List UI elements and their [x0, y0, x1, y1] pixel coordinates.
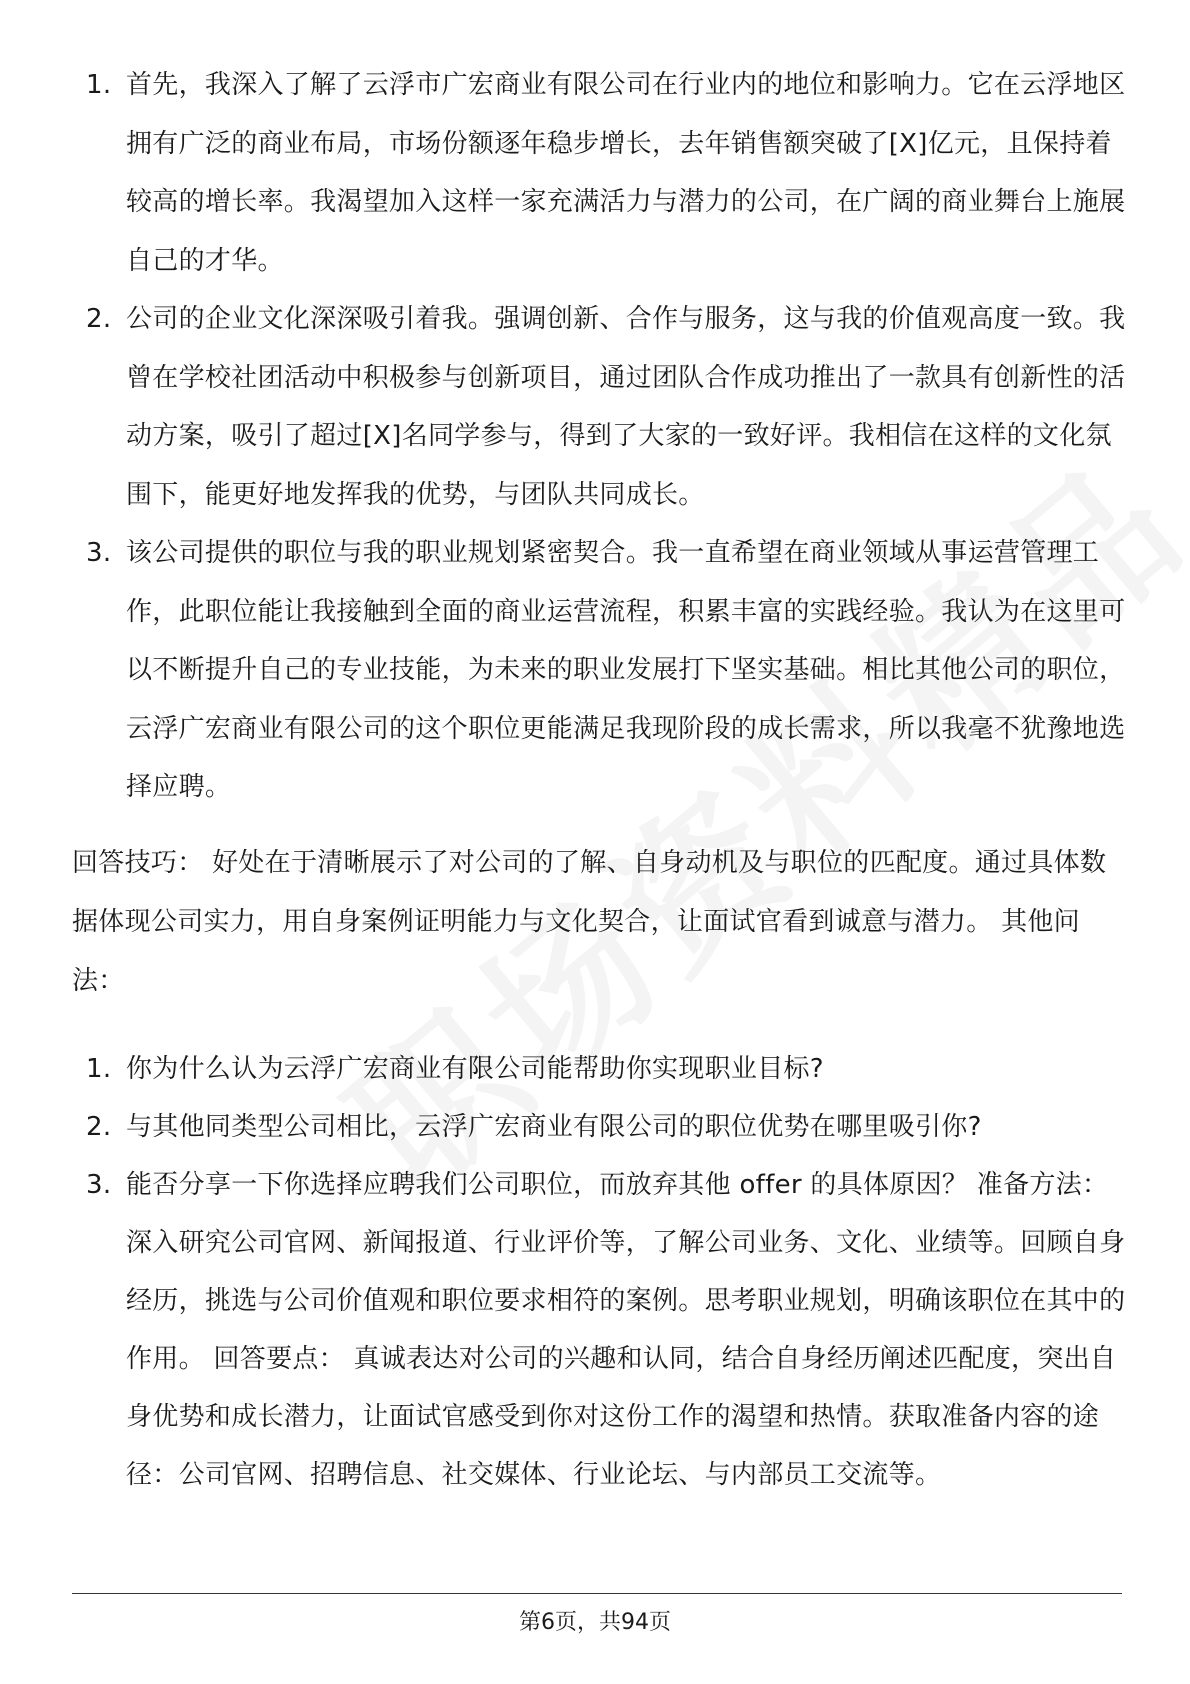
- footer-divider: [72, 1593, 1122, 1594]
- list-item-text: 与其他同类型公司相比，云浮广宏商业有限公司的职位优势在哪里吸引你?: [126, 1112, 982, 1142]
- list-item-text: 你为什么认为云浮广宏商业有限公司能帮助你实现职业目标?: [126, 1054, 824, 1084]
- list-number: 3.: [86, 538, 112, 568]
- answer-points-list: [86, 56, 1126, 817]
- list-number: 2.: [86, 1112, 112, 1142]
- list-item: [86, 56, 1126, 290]
- list-item-text: 该公司提供的职位与我的职业规划紧密契合。我一直希望在商业领域从事运营管理工作，此职位能让我接触到全面的商业运营流程，积累丰富的实践经验。我认为在这里可以不断提升自己的专业技能，为未来的职业发展打下坚实基础。相比其他公司的职位，云浮广宏商业有限公司的这个职位更能满足我现阶段的成长需求，所以我毫不犹豫地选择应聘。: [126, 538, 1126, 802]
- list-item: [86, 290, 1126, 524]
- other-questions-list: [86, 1040, 1126, 1504]
- list-number: 1.: [86, 1054, 112, 1084]
- list-item: [86, 524, 1126, 817]
- list-item: [86, 1156, 1126, 1504]
- list-number: 3.: [86, 1170, 112, 1200]
- tip-paragraph: 回答技巧： 好处在于清晰展示了对公司的了解、自身动机及与职位的匹配度。通过具体数据体现公司实力，用自身案例证明能力与文化契合，让面试官看到诚意与潜力。 其他问法：: [72, 848, 1107, 996]
- list-number: 2.: [86, 304, 112, 334]
- list-item: [86, 1040, 1126, 1098]
- list-item-text: 能否分享一下你选择应聘我们公司职位，而放弃其他 offer 的具体原因？ 准备方法： 深入研究公司官网、新闻报道、行业评价等，了解公司业务、文化、业绩等。回顾自身经历，挑选与公司价值观和职位要求相符的案例。思考职业规划，明确该职位在其中的作用。 回答要点： 真诚表达对公司的兴趣和认同，结合自身经历阐述匹配度，突出自身优势和成长潜力，让面试官感受到你对这份工作的渴望和热情。获取准备内容的途径：公司官网、招聘信息、社交媒体、行业论坛、与内部员工交流等。: [126, 1170, 1126, 1490]
- list-item-text: 首先，我深入了解了云浮市广宏商业有限公司在行业内的地位和影响力。它在云浮地区拥有广泛的商业布局，市场份额逐年稳步增长，去年销售额突破了[X]亿元，且保持着较高的增长率。我渴望加入这样一家充满活力与潜力的公司，在广阔的商业舞台上施展自己的才华。: [126, 70, 1126, 276]
- list-number: 1.: [86, 70, 112, 100]
- page-number: 第6页，共94页: [519, 1610, 671, 1635]
- list-item-text: 公司的企业文化深深吸引着我。强调创新、合作与服务，这与我的价值观高度一致。我曾在学校社团活动中积极参与创新项目，通过团队合作成功推出了一款具有创新性的活动方案，吸引了超过[X]名同学参与，得到了大家的一致好评。我相信在这样的文化氛围下，能更好地发挥我的优势，与团队共同成长。: [126, 304, 1126, 510]
- list-item: [86, 1098, 1126, 1156]
